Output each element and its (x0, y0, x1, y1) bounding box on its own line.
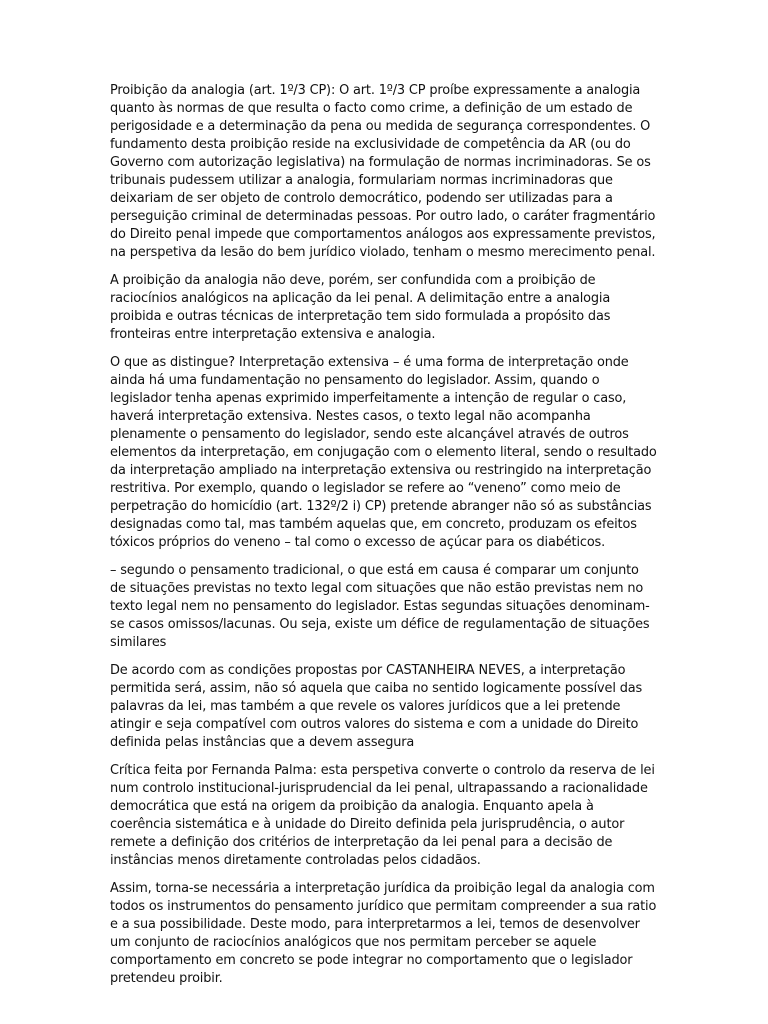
paragraph-castanheira-neves: De acordo com as condições propostas por CASTANHEIRA NEVES, a interpretação permitida será, assim, não só aquela que caiba no sentido logicamente possível das palavras da lei, mas também a que revele os valores jurídicos que a lei pretende atingir e seja compatível com outros valores do sistema e com a unidade do Direito definida pelas instâncias que a devem assegura (110, 663, 643, 750)
paragraph-conclusion: Assim, torna-se necessária a interpretação jurídica da proibição legal da analogia com todos os instrumentos do pensamento jurídico que permitam compreender a sua ratio e a sua possibilidade. Deste modo, para interpretarmos a lei, temos de desenvolver um conjunto de raciocínios analógicos que nos permitam perceber se aquele comportamento em concreto se pode integrar no comportamento que o legislador pretendeu proibir. (110, 881, 657, 986)
paragraph-fernanda-palma-critique: Crítica feita por Fernanda Palma: esta perspetiva converte o controlo da reserva de lei num controlo institucional-jurisprudencial da lei penal, ultrapassando a racionalidade democrática que está na origem da proibição da analogia. Enquanto apela à coerência sistemática e à unidade do Direito definida pela jurisprudência, o autor remete a definição dos critérios de interpretação da lei penal para a decisão de instâncias menos diretamente controladas pelos cidadãos. (110, 763, 655, 868)
paragraph-analogy-prohibition: Proibição da analogia (art. 1º/3 CP): O art. 1º/3 CP proíbe expressamente a analogia quanto às normas de que resulta o facto como crime, a definição de um estado de perigosidade e a determinação da pena ou medida de segurança correspondentes. O fundamento desta proibição reside na exclusividade de competência da AR (ou do Governo com autorização legislativa) na formulação de normas incriminadoras. Se os tribunais pudessem utilizar a analogia, formulariam normas incriminadoras que deixariam de ser objeto de controlo democrático, podendo ser utilizadas para a perseguição criminal de determinadas pessoas. Por outro lado, o caráter fragmentário do Direito penal impede que comportamentos análogos aos expressamente previstos, na perspetiva da lesão do bem jurídico violado, tenham o mesmo merecimento penal. (110, 83, 656, 260)
paragraph-extensive-interpretation: O que as distingue? Interpretação extensiva – é uma forma de interpretação onde ainda há uma fundamentação no pensamento do legislador. Assim, quando o legislador tenha apenas exprimido imperfeitamente a intenção de regular o caso, haverá interpretação extensiva. Nestes casos, o texto legal não acompanha plenamente o pensamento do legislador, sendo este alcançável através de outros elementos da interpretação, em conjugação com o elemento literal, sendo o resultado da interpretação ampliado na interpretação extensiva ou restringido na interpretação restritiva. Por exemplo, quando o legislador se refere ao “veneno” como meio de perpetração do homicídio (art. 132º/2 i) CP) pretende abranger não só as substâncias designadas como tal, mas também aquelas que, em concreto, produzam os efeitos tóxicos próprios do veneno – tal como o excesso de açúcar para os diabéticos. (110, 355, 657, 550)
document-body (110, 82, 658, 998)
paragraph-traditional-thinking: – segundo o pensamento tradicional, o que está em causa é comparar um conjunto de situações previstas no texto legal com situações que não estão previstas nem no texto legal nem no pensamento do legislador. Estas segundas situações denominam-se casos omissos/lacunas. Ou seja, existe um défice de regulamentação de situações similares (110, 563, 650, 650)
paragraph-analogical-reasoning: A proibição da analogia não deve, porém, ser confundida com a proibição de raciocínios analógicos na aplicação da lei penal. A delimitação entre a analogia proibida e outras técnicas de interpretação tem sido formulada a propósito das fronteiras entre interpretação extensiva e analogia. (110, 273, 611, 342)
